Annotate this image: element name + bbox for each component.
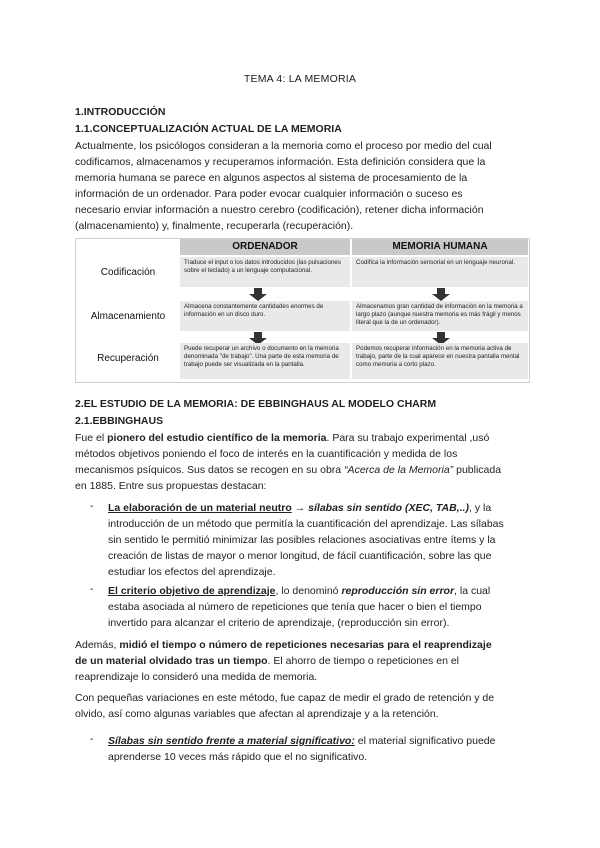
bold-run: pionero del estudio científico de la memoria (107, 432, 327, 444)
bullet-line (108, 733, 528, 749)
paragraph-line (75, 430, 525, 446)
bullet-marker: - (90, 583, 94, 595)
bullet-line (108, 500, 528, 516)
bold-run: de un material olvidado tras un tiempo (75, 655, 268, 667)
text-run: el material significativo puede (354, 735, 496, 747)
bullet-line (108, 583, 528, 599)
underlined-term: Sílabas sin sentido frente a material significativo: (108, 735, 355, 747)
paragraph-line: olvido, así como algunas variables que afectan al aprendizaje y a la retención. (75, 708, 439, 720)
paragraph-line (75, 462, 525, 478)
underlined-term: El criterio objetivo de aprendizaje (108, 585, 276, 597)
bullet-line: invertido para alcanzar el criterio de aprendizaje, (reproducción sin error). (108, 617, 450, 629)
text-run: publicada (453, 464, 502, 476)
bullet-line: aprenderse 10 veces más rápido que el no significativo. (108, 751, 368, 763)
bullet-line: estudiar los efectos del aprendizaje. (108, 566, 276, 578)
paragraph-line (75, 637, 525, 653)
bold-run: midió el tiempo o número de repeticiones necesarias para el reaprendizaje (119, 639, 492, 651)
bold-italic-run: reproducción sin error (341, 585, 455, 597)
text-run: . Para su trabajo experimental ,usó (326, 432, 490, 444)
intro-line: memoria humana se parece en algunos aspectos al sistema de procesamiento de la (75, 172, 468, 184)
document-title: TEMA 4: LA MEMORIA (243, 73, 357, 85)
variaciones-paragraph (75, 690, 525, 722)
cell-humana-codificacion: Codifica la información sensorial en un lenguaje neuronal. (352, 257, 528, 287)
heading-introduccion: 1.INTRODUCCIÓN (75, 106, 166, 118)
memory-comparison-table (75, 238, 530, 383)
underlined-term: La elaboración de un material neutro (108, 502, 292, 514)
bullet-line: introducción de un método que permitía la cuantificación del aprendizaje. Las sílabas (108, 518, 504, 530)
ebbinghaus-paragraph (75, 430, 525, 494)
text-run: , y la (468, 502, 492, 514)
intro-line: Actualmente, los psicólogos consideran a la memoria como el proceso por medio del cual (75, 140, 492, 152)
reaprendizaje-paragraph (75, 637, 525, 685)
intro-line: (almacenamiento) y, finalmente, recuperarla (recuperación). (75, 220, 354, 232)
intro-line: necesario enviar información a nuestro cerebro (codificación), retener dicha información (75, 204, 484, 216)
intro-paragraph (75, 138, 525, 234)
book-title: “Acerca de la Memoria” (344, 464, 454, 476)
text-run: . El ahorro de tiempo o repeticiones en el (267, 655, 459, 667)
paragraph-line: Con pequeñas variaciones en este método, fue capaz de medir el grado de retención y de (75, 692, 495, 704)
row-label-almacenamiento: Almacenamiento (90, 311, 166, 322)
cell-ordenador-almacenamiento: Almacena constantemente cantidades enormes de información en un disco duro. (180, 301, 350, 331)
bullet-marker: - (90, 733, 94, 745)
bullet-criterio-objetivo (108, 583, 528, 631)
cell-humana-almacenamiento: Almacenamos gran cantidad de información en la memoria a largo plazo (aunque nuestra memoria es más frágil y menos literal que la de un ordenador). (352, 301, 528, 331)
intro-line: codificamos, almacenamos y recuperamos información. Esta definición considera que la (75, 156, 486, 168)
text-run: mecanismos psíquicos. Sus datos se recogen en su obra (75, 464, 345, 476)
row-label-recuperacion: Recuperación (97, 353, 159, 364)
paragraph-line (75, 653, 525, 669)
text-run: Fue el (75, 432, 108, 444)
text-run: , la cual (454, 585, 491, 597)
cell-ordenador-codificacion: Traduce el input o los datos introducidos (las pulsaciones sobre el teclado) a un lenguaje computacional. (180, 257, 350, 287)
arrow-glyph: → (291, 502, 309, 514)
text-run: , lo denominó (275, 585, 342, 597)
cell-ordenador-recuperacion: Puede recuperar un archivo o documento en la memoria denominada "de trabajo". Una parte de esta memoria de trabajo puede ser visualizada en la pantalla. (180, 343, 350, 379)
table-header-ordenador: ORDENADOR (180, 239, 350, 255)
heading-estudio-memoria: 2.EL ESTUDIO DE LA MEMORIA: DE EBBINGHAUS AL MODELO CHARM (75, 398, 437, 410)
bullet-line: estaba asociada al número de repeticiones que tenía que hacer o bien el tiempo (108, 601, 482, 613)
paragraph-line: métodos objetivos poniendo el foco de interés en la cuantificación y medida de los (75, 448, 458, 460)
cell-humana-recuperacion: Podemos recuperar información en la memoria activa de trabajo, parte de la cual aparece en nuestra pantalla mental como memoria a corto plazo. (352, 343, 528, 379)
paragraph-line: en 1885. Entre sus propuestas destacan: (75, 480, 267, 492)
bullet-marker: - (90, 500, 94, 512)
bullet-material-neutro (108, 500, 528, 580)
paragraph-line: reaprendizaje lo consideró una medida de memoria. (75, 671, 318, 683)
row-label-codificacion: Codificación (100, 267, 156, 278)
text-run: Además, (75, 639, 120, 651)
table-header-memoria-humana: MEMORIA HUMANA (352, 239, 528, 255)
bold-italic-run: sílabas sin sentido (XEC, TAB,..) (308, 502, 469, 514)
bullet-line: sin sentido le permitió minimizar las posibles relaciones asociativas entre ítems y la (108, 534, 496, 546)
bullet-line: creación de listas de mayor o menor longitud, de fácil cuantificación, sobre las que (108, 550, 492, 562)
heading-ebbinghaus: 2.1.EBBINGHAUS (75, 415, 164, 427)
bullet-silabas-significativo (108, 733, 528, 765)
intro-line: información de un ordenador. Para poder evocar cualquier información o suceso es (75, 188, 463, 200)
heading-conceptualizacion: 1.1.CONCEPTUALIZACIÓN ACTUAL DE LA MEMORIA (75, 123, 342, 135)
